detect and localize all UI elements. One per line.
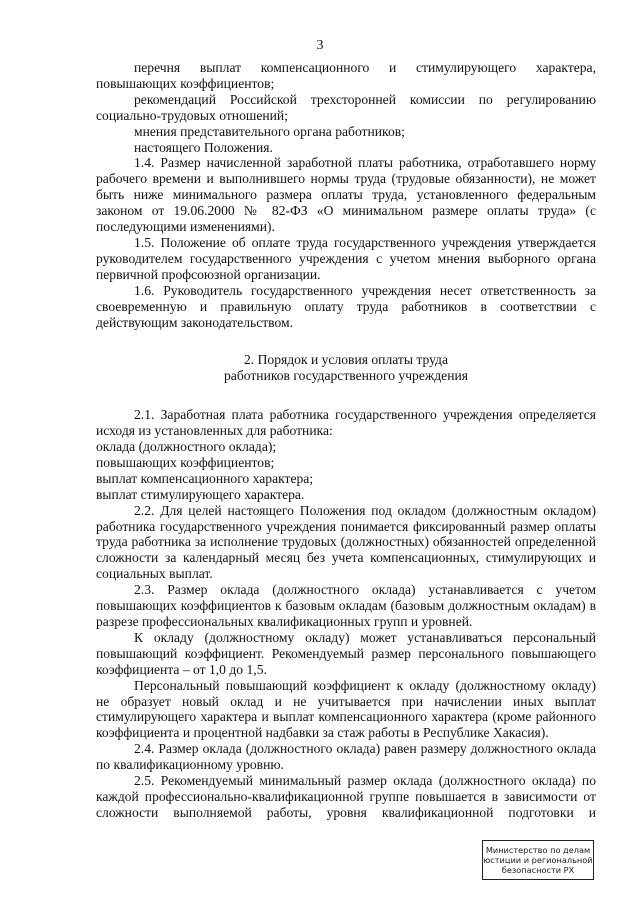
paragraph-2-5: 2.5. Рекомендуемый минимальный размер оклада (должностного оклада) по каждой профессионально-квалификационной группе повышается в зависимости от сложности выполняемой работы, уровня квалификационной подготовки и <box>96 773 596 820</box>
paragraph-1-5: 1.5. Положение об оплате труда государственного учреждения утверждается руководителем государственного учреждения с учетом мнения выборного органа первичной профсоюзной организации. <box>96 234 596 282</box>
list-line: мнения представительного органа работников; <box>134 123 405 139</box>
paragraph-2-4: 2.4. Размер оклада (должностного оклада) равен размеру должностного оклада по квалификационному уровню. <box>96 741 596 773</box>
list-item: оклада (должностного оклада); <box>96 439 277 455</box>
paragraph-2-3-personal: К окладу (должностному окладу) может устанавливаться персональный повышающий коэффициент. Рекомендуемый размер персонального повышающего коэффициента – от 1,0 до 1,5. <box>96 629 596 677</box>
list-line: рекомендаций Российской трехсторонней комиссии по регулированию <box>134 91 596 107</box>
paragraph-2-3-note: Персональный повышающий коэффициент к окладу (должностному окладу) не образует новый оклад и не учитывается при начислении иных выплат стимулирующего характера и выплат компенсационного характера (кроме районного коэффициента и процентной надбавки за стаж работы в Республике Хакасия). <box>96 677 596 741</box>
page-number: 3 <box>316 38 324 53</box>
section-heading <box>96 352 596 384</box>
paragraph-2-3: 2.3. Размер оклада (должностного оклада) устанавливается с учетом повышающих коэффициентов к базовым окладам (базовым должностным окладам) в разрезе профессиональных квалификационных групп и уровней. <box>96 582 596 629</box>
list-item: выплат компенсационного характера; <box>96 470 314 486</box>
stamp-line: Министерство по делам <box>485 845 591 855</box>
list-line: социально-трудовых отношений; <box>96 107 288 123</box>
registration-stamp <box>482 840 594 880</box>
paragraph-1-4: 1.4. Размер начисленной заработной платы работника, отработавшего норму рабочего времени и выполнившего нормы труда (трудовые обязанности), не может быть ниже минимального размера оплаты труда, установленного федеральным законом от 19.06.2000 № 82-ФЗ «О минимальном размере оплаты труда» (с последующими изменениями). <box>96 155 596 235</box>
list-item: повышающих коэффициентов; <box>96 454 275 470</box>
section-heading-line1: 2. Порядок и условия оплаты труда <box>243 352 449 368</box>
list-line: настоящего Положения. <box>134 139 273 155</box>
section-heading-line2: работников государственного учреждения <box>223 368 469 384</box>
list-item: выплат стимулирующего характера. <box>96 486 305 502</box>
stamp-line: безопасности РХ <box>501 865 575 875</box>
paragraph-2-1: 2.1. Заработная плата работника государственного учреждения определяется исходя из установленных для работника: <box>96 407 596 439</box>
list-line: повышающих коэффициентов; <box>96 75 275 91</box>
paragraph-1-6: 1.6. Руководитель государственного учреждения несет ответственность за своевременную и правильную оплату труда работников в соответствии с действующим законодательством. <box>96 282 596 330</box>
paragraph-2-2: 2.2. Для целей настоящего Положения под окладом (должностным окладом) работника государственного учреждения понимается фиксированный размер оплаты труда работника за исполнение трудовых (должностных) обязанностей определенной сложности за календарный месяц без учета компенсационных, стимулирующих и социальных выплат. <box>96 502 596 582</box>
document-body <box>96 60 596 821</box>
list-line: перечня выплат компенсационного и стимулирующего характера, <box>134 60 596 75</box>
stamp-line: юстиции и региональной <box>483 855 593 865</box>
